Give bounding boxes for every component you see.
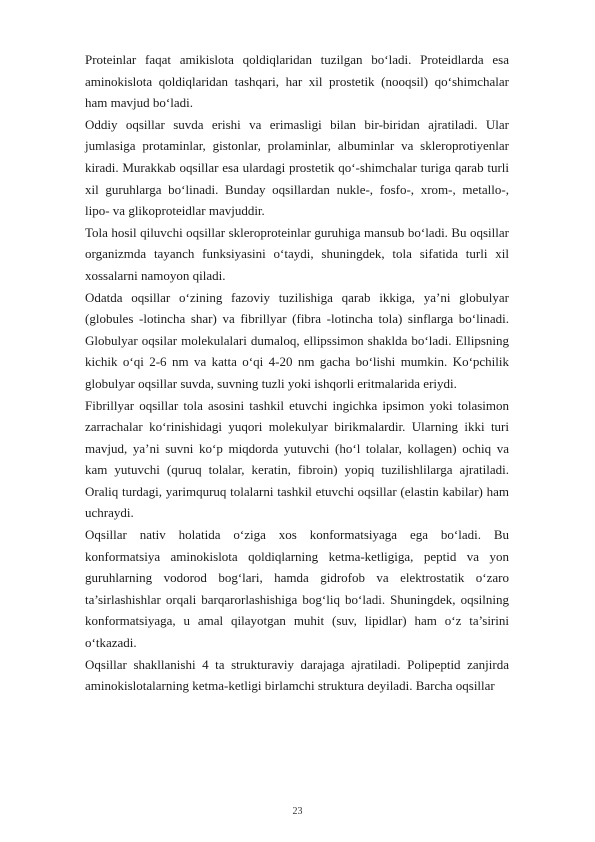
paragraph-scleroproteins: Tola hosil qiluvchi oqsillar skleroproteinlar guruhiga mansub bo‘ladi. Bu oqsillar organizmda tayanch funksiyasini o‘taydi, shuningdek, tola sifatida turli xil xossalarni namoyon qiladi. <box>85 224 509 283</box>
paragraph-fibrillar: Fibrillyar oqsillar tola asosini tashkil etuvchi ingichka ipsimon yoki tolasimon zarrachalar ko‘rinishidagi yuqori molekulyar birikmalardir. Ularning ikki turi mavjud, ya’ni suvni ko‘p miqdorda yutuvchi (ho‘l tolalar, kollagen) ochiq va kam yutuvchi (quruq tolalar, keratin, fibroin) yopiq tuzilishlilarga ajratiladi. Oraliq turdagi, yarimquruq tolalarni tashkil etuvchi oqsillar (elastin kabilar) ham uchraydi. <box>85 397 509 521</box>
paragraph-structure-levels: Oqsillar shakllanishi 4 ta strukturaviy darajaga ajratiladi. Polipeptid zanjirda aminokislotalarning ketma-ketligi birlamchi struktura deyiladi. Barcha oqsillar <box>85 656 509 694</box>
paragraph-globular: Odatda oqsillar o‘zining fazoviy tuzilishiga qarab ikkiga, ya’ni globulyar (globules -lotincha shar) va fibrillyar (fibra -lotincha tola) sinflarga bo‘linadi. Globulyar oqsilar molekulalari dumaloq, ellipssimon shaklda bo‘ladi. Ellipsning kichik o‘qi 2-6 nm va katta o‘qi 4-20 nm gacha bo‘lishi mumkin. Ko‘pchilik globulyar oqsillar suvda, suvning tuzli yoki ishqorli eritmalarida eriydi. <box>85 289 509 391</box>
body-text <box>85 49 509 697</box>
paragraph-conformation: Oqsillar nativ holatida o‘ziga xos konformatsiyaga ega bo‘ladi. Bu konformatsiya aminokislota qoldiqlarning ketma-ketligiga, peptid va yon guruhlarning vodorod bog‘lari, hamda gidrofob va elektrostatik o‘zaro ta’sirlashishlar orqali barqarorlashishiga bog‘liq bo‘ladi. Shuningdek, oqsilning konformatsiyaga, u amal qilayotgan muhit (suv, lipidlar) ham o‘z ta’sirini o‘tkazadi. <box>85 527 509 651</box>
paragraph-proteins: Proteinlar faqat amikislota qoldiqlaridan tuzilgan bo‘ladi. Proteidlarda esa aminokislota qoldiqlaridan tashqari, har xil prostetik (nooqsil) qo‘shimchalar ham mavjud bo‘ladi. <box>85 52 509 111</box>
page-number: 23 <box>292 806 303 817</box>
paragraph-simple-proteins: Oddiy oqsillar suvda erishi va erimasligi bilan bir-biridan ajratiladi. Ular jumlasiga protaminlar, gistonlar, prolaminlar, albuminlar va skleroprotiyenlar kiradi. Murakkab oqsillar esa ulardagi prostetik qo‘-shimchalar turiga qarab turli xil guruhlarga bo‘linadi. Bunday oqsillardan nukle-, fosfo-, xrom-, metallo-, lipo- va glikoproteidlar mavjuddir. <box>85 116 509 219</box>
